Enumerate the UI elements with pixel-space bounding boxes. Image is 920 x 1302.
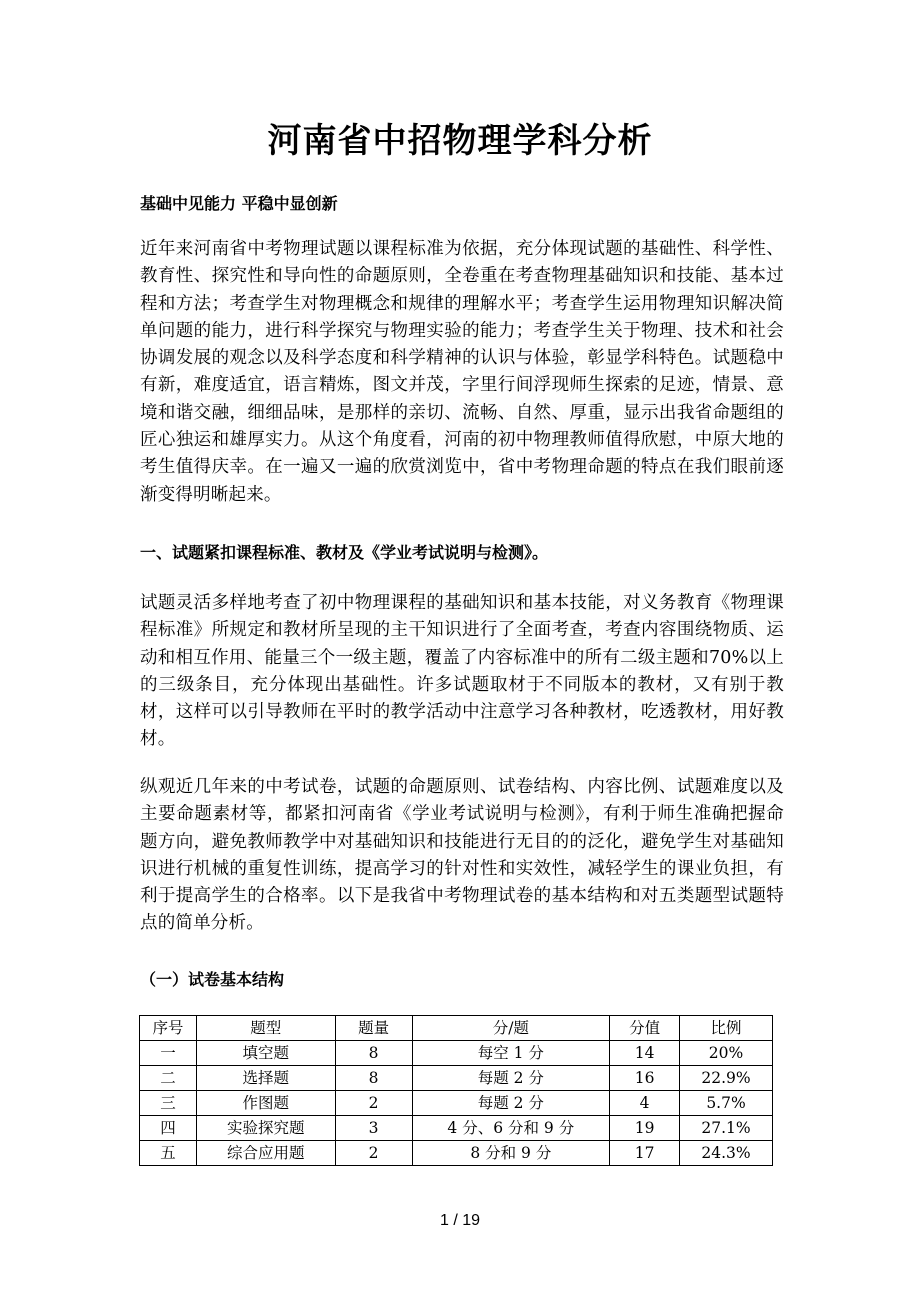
table-cell: 16 — [610, 1066, 680, 1091]
table-header-cell: 题量 — [335, 1016, 412, 1041]
table-cell: 5.7% — [680, 1091, 773, 1116]
table-row — [140, 1116, 773, 1141]
table-cell: 实验探究题 — [196, 1116, 335, 1141]
table-cell: 8 — [335, 1066, 412, 1091]
table-cell: 20% — [680, 1041, 773, 1066]
table-header-cell: 分值 — [610, 1016, 680, 1041]
table-cell: 27.1% — [680, 1116, 773, 1141]
subtitle-heading: 基础中见能力 平稳中显创新 — [140, 194, 338, 213]
table-cell: 4 分、6 分和 9 分 — [412, 1116, 610, 1141]
table-cell: 24.3% — [680, 1141, 773, 1166]
table-cell: 三 — [140, 1091, 197, 1116]
table-cell: 19 — [610, 1116, 680, 1141]
section1-heading: 一、试题紧扣课程标准、教材及《学业考试说明与检测》。 — [140, 543, 549, 562]
table-cell: 8 分和 9 分 — [412, 1141, 610, 1166]
section1-paragraph-2: 纵观近几年来的中考试卷，试题的命题原则、试卷结构、内容比例、试题难度以及主要命题素材等，都紧扣河南省《学业考试说明与检测》，有利于师生准确把握命题方向，避免教师教学中对基础知识和技能进行无目的的泛化，避免学生对基础知识进行机械的重复性训练，提高学习的针对性和实效性，减轻学生的课业负担，有利于提高学生的合格率。以下是我省中考物理试卷的基本结构和对五类题型试题特点的简单分析。 — [140, 777, 784, 934]
document-title: 河南省中招物理学科分析 — [267, 121, 653, 161]
table-row — [140, 1066, 773, 1091]
intro-paragraph: 近年来河南省中考物理试题以课程标准为依据，充分体现试题的基础性、科学性、教育性、探究性和导向性的命题原则，全卷重在考查物理基础知识和技能、基本过程和方法；考查学生对物理概念和规律的理解水平；考查学生运用物理知识解决简单问题的能力，进行科学探究与物理实验的能力；考查学生关于物理、技术和社会协调发展的观念以及科学态度和科学精神的认识与体验，彰显学科特色。试题稳中有新，难度适宜，语言精炼，图文并茂，字里行间浮现师生探索的足迹，情景、意境和谐交融，细细品味，是那样的亲切、流畅、自然、厚重，显示出我省命题组的匠心独运和雄厚实力。从这个角度看，河南的初中物理教师值得欣慰，中原大地的考生值得庆幸。在一遍又一遍的欣赏浏览中，省中考物理命题的特点在我们眼前逐渐变得明晰起来。 — [140, 239, 784, 505]
table-cell: 2 — [335, 1091, 412, 1116]
table-cell: 4 — [610, 1091, 680, 1116]
section1-paragraph-1: 试题灵活多样地考查了初中物理课程的基础知识和基本技能，对义务教育《物理课程标准》所规定和教材所呈现的主干知识进行了全面考查，考查内容围绕物质、运动和相互作用、能量三个一级主题，覆盖了内容标准中的所有二级主题和70%以上的三级条目，充分体现出基础性。许多试题取材于不同版本的教材，又有别于教材，这样可以引导教师在平时的教学活动中注意学习各种教材，吃透教材，用好教材。 — [140, 593, 784, 750]
table-row — [140, 1041, 773, 1066]
table-cell: 2 — [335, 1141, 412, 1166]
table-row — [140, 1141, 773, 1166]
table-cell: 一 — [140, 1041, 197, 1066]
table-cell: 每题 2 分 — [412, 1066, 610, 1091]
table-header-cell: 分/题 — [412, 1016, 610, 1041]
table-header-row — [140, 1016, 773, 1041]
table-cell: 四 — [140, 1116, 197, 1141]
table-cell: 8 — [335, 1041, 412, 1066]
page-number: 1 / 19 — [439, 1212, 481, 1229]
table-cell: 五 — [140, 1141, 197, 1166]
table-cell: 填空题 — [196, 1041, 335, 1066]
exam-structure-table — [139, 1015, 773, 1166]
table-cell: 3 — [335, 1116, 412, 1141]
table-header-cell: 序号 — [140, 1016, 197, 1041]
table-header-cell: 比例 — [680, 1016, 773, 1041]
table-header-cell: 题型 — [196, 1016, 335, 1041]
table-cell: 选择题 — [196, 1066, 335, 1091]
table-cell: 14 — [610, 1041, 680, 1066]
table-cell: 综合应用题 — [196, 1141, 335, 1166]
table-cell: 17 — [610, 1141, 680, 1166]
table-cell: 每题 2 分 — [412, 1091, 610, 1116]
table-row — [140, 1091, 773, 1116]
table-cell: 作图题 — [196, 1091, 335, 1116]
table-cell: 每空 1 分 — [412, 1041, 610, 1066]
subsection-heading: （一）试卷基本结构 — [140, 970, 285, 989]
table-cell: 22.9% — [680, 1066, 773, 1091]
table-cell: 二 — [140, 1066, 197, 1091]
